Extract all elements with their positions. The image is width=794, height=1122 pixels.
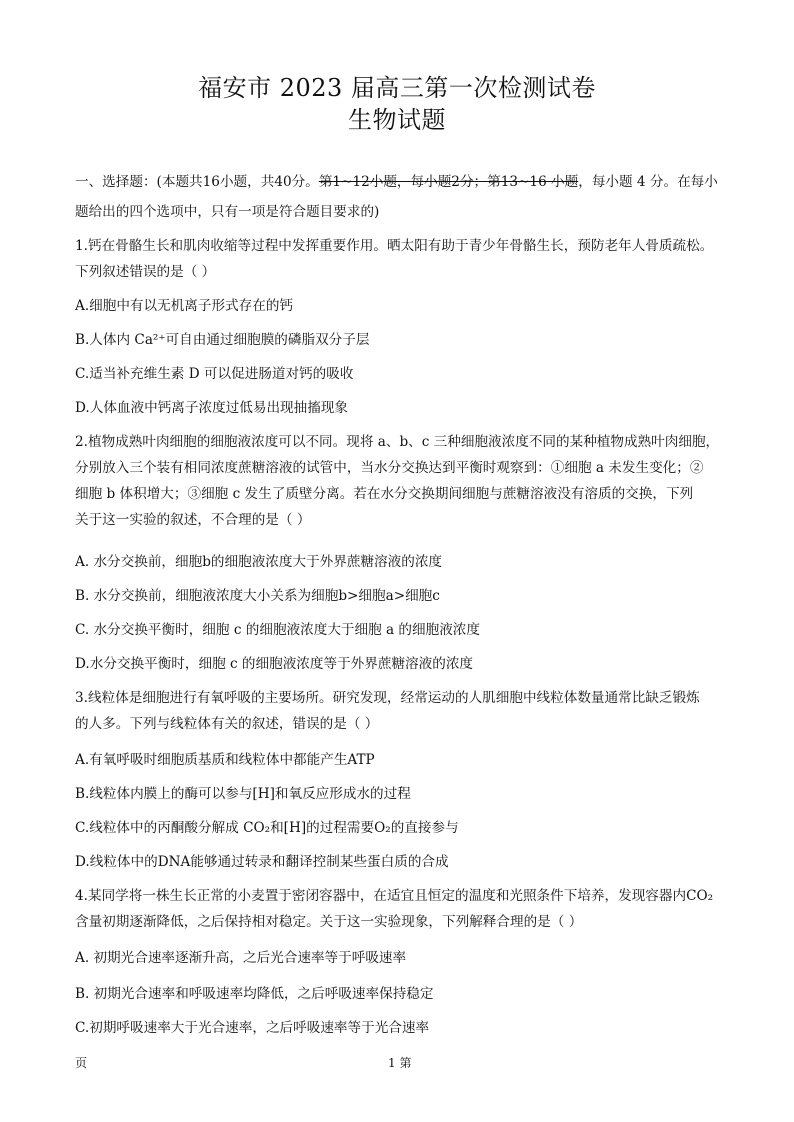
section-instructions-struck-text: 第1~12小题，每小题2分；第13~16 小题: [318, 174, 579, 190]
footer-page-label: 页: [75, 1056, 88, 1070]
question-4-stem-line-2: 含量初期逐渐降低，之后保持相对稳定。关于这一实验现象，下列解释合理的是（ ）: [75, 914, 583, 930]
question-2-option-c: C. 水分交换平衡时，细胞 c 的细胞液浓度大于细胞 a 的细胞液浓度: [75, 622, 480, 638]
question-2-option-a: A. 水分交换前，细胞b的细胞液浓度大于外界蔗糖溶液的浓度: [75, 554, 443, 570]
question-1-stem-line-1: 1.钙在骨骼生长和肌肉收缩等过程中发挥重要作用。晒太阳有助于青少年骨骼生长，预防老年人骨质疏松。: [75, 238, 714, 254]
question-3-stem-line-2: 的人多。下列与线粒体有关的叙述，错误的是（ ）: [75, 716, 379, 732]
question-1-option-a: A.细胞中有以无机离子形式存在的钙: [75, 298, 294, 314]
section-instructions-line-2: 题给出的四个选项中，只有一项是符合题目要求的): [75, 204, 380, 220]
section-instructions-text: 一、选择题：(本题共16小题，共40分。: [75, 174, 319, 190]
question-2-option-b: B. 水分交换前，细胞液浓度大小关系为细胞b>细胞a>细胞c: [75, 588, 440, 604]
question-4-option-c: C.初期呼吸速率大于光合速率，之后呼吸速率等于光合速率: [75, 1020, 430, 1036]
question-1-option-b: B.人体内 Ca²⁺可自由通过细胞膜的磷脂双分子层: [75, 332, 370, 348]
question-3-option-c: C.线粒体中的丙酮酸分解成 CO₂和[H]的过程需要O₂的直接参与: [75, 820, 459, 836]
question-1-stem-line-2: 下列叙述错误的是（ ）: [75, 264, 216, 280]
question-2-option-d: D.水分交换平衡时，细胞 c 的细胞液浓度等于外界蔗糖溶液的浓度: [75, 656, 474, 672]
question-2-stem-line-2: 分别放入三个装有相同浓度蔗糖溶液的试管中，当水分交换达到平衡时观察到：①细胞 a 未发生变化；②: [75, 460, 704, 476]
footer-page-number: 1 第: [388, 1056, 412, 1070]
question-2-stem-line-3: 细胞 b 体积增大；③细胞 c 发生了质壁分离。若在水分交换期间细胞与蔗糖溶液没有溶质的交换，下列: [75, 486, 694, 502]
section-instructions-tail: ，每小题 4 分。在每小: [578, 174, 718, 190]
question-3-option-a: A.有氧呼吸时细胞质基质和线粒体中都能产生ATP: [75, 752, 375, 768]
question-4-stem-line-1: 4.某同学将一株生长正常的小麦置于密闭容器中，在适宜且恒定的温度和光照条件下培养，发现容器内CO₂: [75, 888, 714, 904]
question-2-stem-line-4: 关于这一实验的叙述，不合理的是（ ）: [75, 512, 311, 528]
question-4-option-a: A. 初期光合速率逐渐升高，之后光合速率等于呼吸速率: [75, 950, 407, 966]
question-3-stem-line-1: 3.线粒体是细胞进行有氧呼吸的主要场所。研究发现，经常运动的人肌细胞中线粒体数量通常比缺乏锻炼: [75, 690, 700, 706]
question-3-option-b: B.线粒体内膜上的酶可以参与[H]和氧反应形成水的过程: [75, 786, 411, 802]
subject-title: 生物试题: [348, 106, 446, 134]
section-instructions-line-1: [75, 172, 735, 192]
question-2-stem-line-1: 2.植物成熟叶肉细胞的细胞液浓度可以不同。现将 a、b、c 三种细胞液浓度不同的某种植物成熟叶肉细胞，: [75, 434, 720, 450]
question-4-option-b: B. 初期光合速率和呼吸速率均降低，之后呼吸速率保持稳定: [75, 986, 434, 1002]
question-1-option-c: C.适当补充维生素 D 可以促进肠道对钙的吸收: [75, 366, 354, 382]
exam-title: 福安市 2023 届高三第一次检测试卷: [198, 74, 596, 102]
question-1-option-d: D.人体血液中钙离子浓度过低易出现抽搐现象: [75, 400, 349, 416]
question-3-option-d: D.线粒体中的DNA能够通过转录和翻译控制某些蛋白质的合成: [75, 854, 449, 870]
